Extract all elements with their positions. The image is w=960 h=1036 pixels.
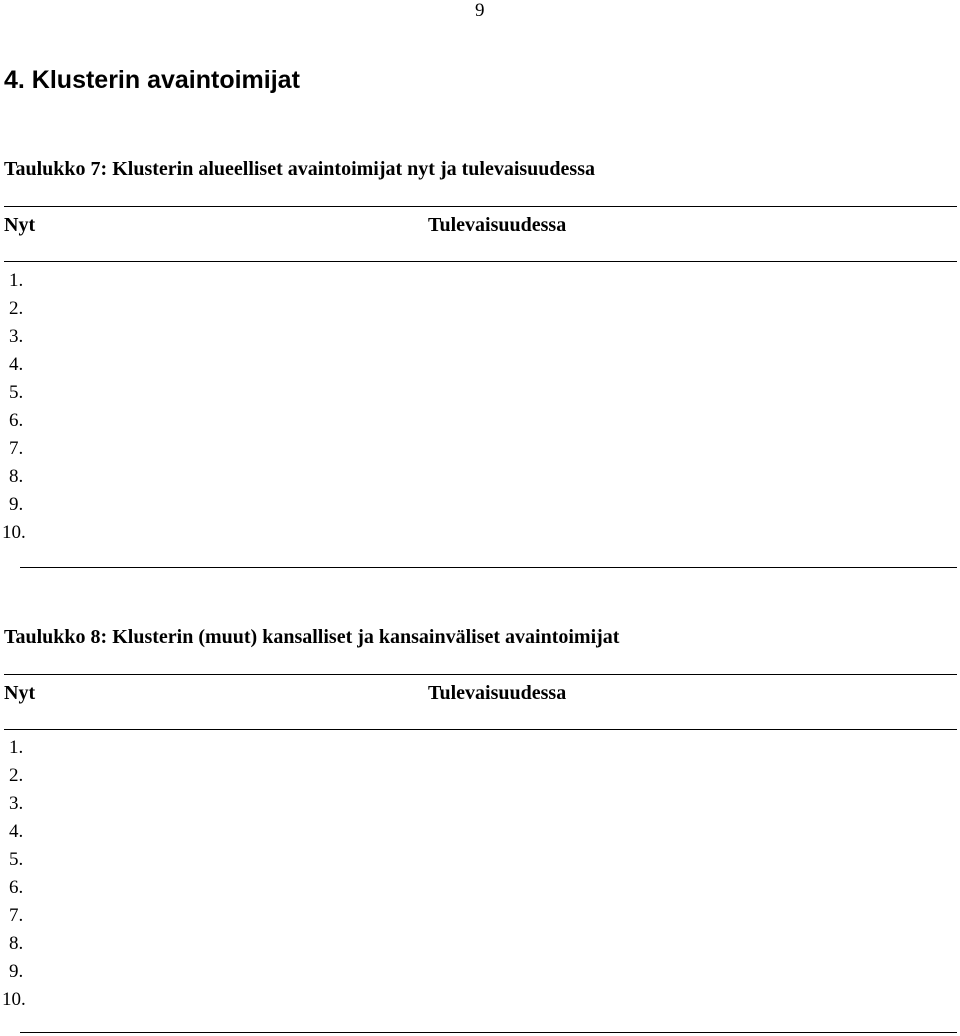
table-row: 5. xyxy=(9,382,24,403)
table-caption: Taulukko 8: Klusterin (muut) kansalliset ja kansainväliset avaintoimijat xyxy=(4,626,620,648)
table-header-rule xyxy=(4,729,957,730)
table-caption: Taulukko 7: Klusterin alueelliset avaintoimijat nyt ja tulevaisuudessa xyxy=(4,158,595,180)
table-row: 7. xyxy=(9,438,24,459)
table-row: 6. xyxy=(9,410,24,431)
table-top-rule xyxy=(4,206,957,207)
table-top-rule xyxy=(4,674,957,675)
column-header-future: Tulevaisuudessa xyxy=(428,682,567,704)
table-bottom-rule xyxy=(20,1032,957,1033)
section-heading: 4. Klusterin avaintoimijat xyxy=(4,66,300,94)
table-row: 3. xyxy=(9,793,24,814)
table-row: 1. xyxy=(9,737,24,758)
table-row: 8. xyxy=(9,933,24,954)
table-row: 6. xyxy=(9,877,24,898)
table-header-rule xyxy=(4,261,957,262)
table-row: 10. xyxy=(2,989,26,1010)
table-row: 3. xyxy=(9,326,24,347)
table-row: 4. xyxy=(9,821,24,842)
table-row: 1. xyxy=(9,270,24,291)
table-bottom-rule xyxy=(20,567,957,568)
column-header-now: Nyt xyxy=(4,214,36,236)
page-number: 9 xyxy=(475,0,485,21)
table-row: 9. xyxy=(9,961,24,982)
table-row: 10. xyxy=(2,522,26,543)
table-row: 2. xyxy=(9,765,24,786)
column-header-now: Nyt xyxy=(4,682,36,704)
column-header-future: Tulevaisuudessa xyxy=(428,214,567,236)
table-row: 5. xyxy=(9,849,24,870)
table-rows xyxy=(2,267,26,547)
table-row: 7. xyxy=(9,905,24,926)
table-row: 9. xyxy=(9,494,24,515)
table-rows xyxy=(2,734,26,1014)
table-row: 2. xyxy=(9,298,24,319)
table-row: 8. xyxy=(9,466,24,487)
table-row: 4. xyxy=(9,354,24,375)
